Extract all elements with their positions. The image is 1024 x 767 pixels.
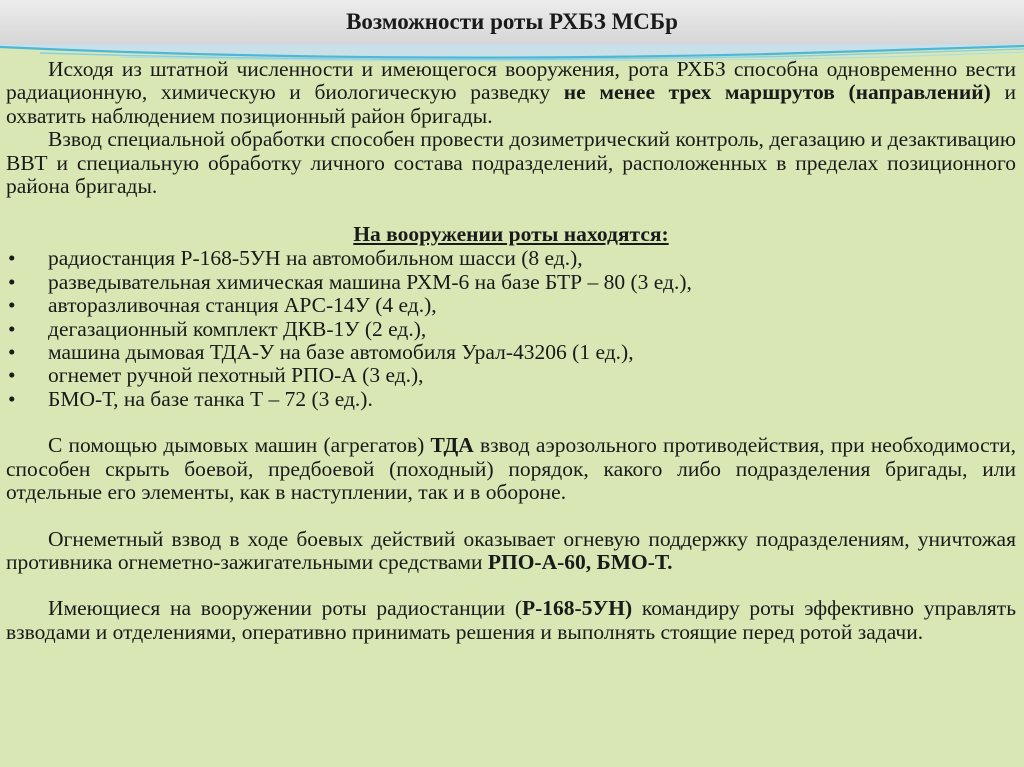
bullet-icon: • [8,316,16,341]
slide-content [6,58,1016,644]
paragraph-smoke-platoon: С помощью дымовых машин (агрегатов) ТДА взвод аэрозольного противодействия, при необходимости, способен скрыть боевой, предбоевой (походный) порядок, какого либо подразделения бригады, или отдельные его элементы, как в наступлении, так и в обороне. [6,433,1016,505]
paragraph-capabilities: Исходя из штатной численности и имеющегося вооружения, рота РХБЗ способна одновременно вести радиационную, химическую и биологическую разведку не менее трех маршрутов (направлений) и охватить наблюдением позиционный район бригады. [6,57,1016,128]
paragraph-decon-platoon: Взвод специальной обработки способен провести дозиметрический контроль, дегазацию и дезактивацию ВВТ и специальную обработку личного состава подразделений, расположенных в пределах позиционного района бригады. [6,127,1016,199]
list-item: • дегазационный комплект ДКВ-1У (2 ед.), [8,316,427,341]
bullet-icon: • [8,363,16,388]
equipment-list [6,247,1016,411]
list-item: • машина дымовая ТДА-У на базе автомобиля Урал-43206 (1 ед.), [8,340,634,365]
bullet-icon: • [8,340,16,365]
bullet-icon: • [8,269,16,294]
paragraph-radio-stations: Имеющиеся на вооружении роты радиостанции (Р-168-5УН) командиру роты эффективно управлять взводами и отделениями, оперативно принимать решения и выполнять стоящие перед ротой задачи. [6,596,1017,644]
slide-title: Возможности роты РХБЗ МСБр [346,9,678,34]
list-item: • разведывательная химическая машина РХМ-6 на базе БТР – 80 (3 ед.), [8,269,692,294]
bullet-icon: • [8,246,16,271]
list-item: • огнемет ручной пехотный РПО-А (3 ед.), [8,363,424,388]
list-heading: На вооружении роты находятся: [353,222,669,247]
list-item: • авторазливочная станция АРС-14У (4 ед.), [8,293,437,318]
title-bar [0,0,1024,45]
list-item: • радиостанция Р-168-5УН на автомобильном шасси (8 ед.), [8,246,583,271]
paragraph-flamethrower-platoon: Огнеметный взвод в ходе боевых действий оказывает огневую поддержку подразделениям, уничтожая противника огнеметно-зажигательными средствами РПО-А-60, БМО-Т. [6,526,1016,574]
list-item: • БМО-Т, на базе танка Т – 72 (3 ед.). [8,386,373,411]
bullet-icon: • [8,293,16,318]
bullet-icon: • [8,386,16,411]
